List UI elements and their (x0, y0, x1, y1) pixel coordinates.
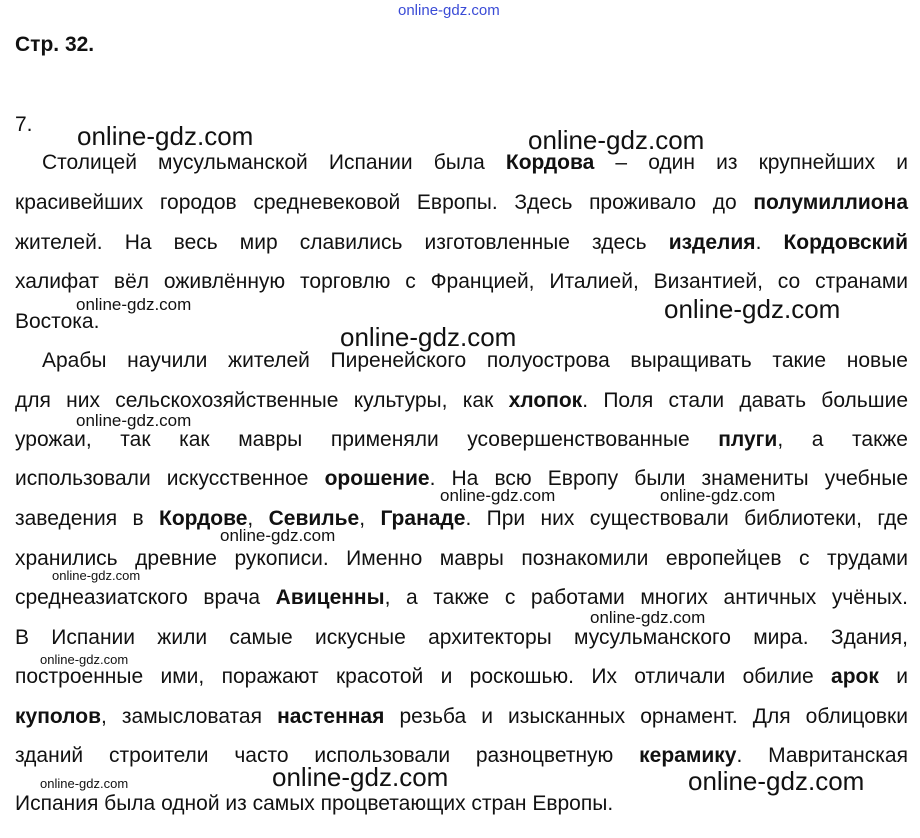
text-line: Столицей мусульманской Испании была Кордова – один из крупнейших и (42, 151, 909, 174)
page-label: Стр. 32. (15, 33, 95, 56)
watermark: online-gdz.com (664, 294, 841, 324)
text-line: Испания была одной из самых процветающих стран Европы. (15, 792, 614, 815)
watermark: online-gdz.com (76, 295, 192, 314)
text-line: жителей. На весь мир славились изготовленные здесь изделия. Кордовский (15, 231, 908, 254)
text-line: Востока. (15, 310, 100, 333)
task-number: 7. (15, 113, 33, 136)
watermark: online-gdz.com (40, 652, 129, 667)
watermark: online-gdz.com (528, 125, 705, 155)
text-line: использовали искусственное орошение. На всю Европу были знамениты учебные (15, 467, 908, 490)
watermark: online-gdz.com (272, 762, 449, 792)
watermark: online-gdz.com (688, 766, 865, 796)
text-line: построенные ими, поражают красотой и роскошью. Их отличали обилие арок и (15, 665, 908, 688)
watermark: online-gdz.com (398, 2, 500, 19)
watermark: online-gdz.com (77, 121, 254, 151)
text-line: урожаи, так как мавры применяли усовершенствованные плуги, а также (15, 428, 908, 451)
text-line: В Испании жили самые искусные архитекторы мусульманского мира. Здания, (15, 626, 908, 649)
watermark: online-gdz.com (340, 322, 517, 352)
text-line: Арабы научили жителей Пиренейского полуострова выращивать такие новые (42, 349, 908, 372)
text-line: хранились древние рукописи. Именно мавры познакомили европейцев с трудами (15, 547, 908, 570)
text-line: среднеазиатского врача Авиценны, а также с работами многих античных учёных. (15, 586, 909, 609)
watermark: online-gdz.com (40, 776, 129, 791)
text-line: куполов, замысловатая настенная резьба и изысканных орнамент. Для облицовки (15, 705, 908, 728)
text-line: зданий строители часто использовали разноцветную керамику. Мавританская (15, 744, 908, 767)
watermark: online-gdz.com (660, 486, 776, 505)
watermark: online-gdz.com (52, 568, 141, 583)
text-line: для них сельскохозяйственные культуры, как хлопок. Поля стали давать большие (15, 389, 908, 412)
text-line: красивейших городов средневековой Европы. Здесь проживало до полумиллиона (15, 191, 908, 214)
text-line: халифат вёл оживлённую торговлю с Францией, Италией, Византией, со странами (15, 270, 908, 293)
watermark: online-gdz.com (76, 411, 192, 430)
watermark: online-gdz.com (220, 526, 336, 545)
watermark: online-gdz.com (440, 486, 556, 505)
watermark: online-gdz.com (590, 608, 706, 627)
text-line: заведения в Кордове, Севилье, Гранаде. При них существовали библиотеки, где (15, 507, 909, 530)
